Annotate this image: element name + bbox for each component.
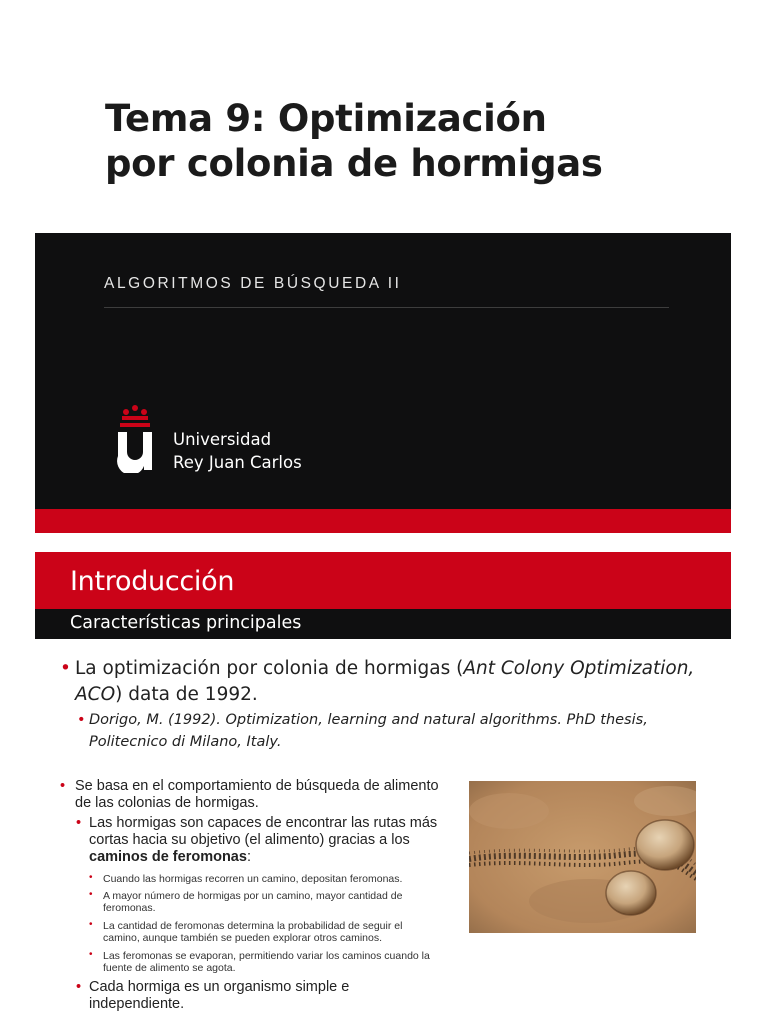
document-title-line2: por colonia de hormigas — [105, 142, 603, 185]
bullet-dot: • — [60, 778, 66, 794]
cover-subtitle: ALGORITMOS DE BÚSQUEDA II — [104, 275, 402, 292]
bullet-text-post: : — [246, 849, 251, 865]
bullet-dot: • — [89, 872, 93, 883]
bullet-text — [76, 815, 446, 866]
bullet-dot: • — [60, 658, 71, 679]
tiny-bullet-text: A mayor número de hormigas por un camino, mayor cantidad de feromonas. — [103, 890, 403, 914]
bullet-simple-organism — [76, 979, 446, 1013]
bullet-dot: • — [89, 949, 93, 960]
bullet-dot: • — [89, 889, 93, 900]
bullet-aco-origin — [60, 656, 720, 708]
document-title-line1: Tema 9: Optimización — [105, 97, 547, 140]
document-title — [105, 96, 725, 186]
ant-trail-photo — [469, 781, 696, 933]
cover-divider — [104, 307, 669, 308]
cover-red-band — [35, 509, 731, 533]
bullet-dot: • — [89, 919, 93, 930]
intro-subtitle: Características principales — [70, 613, 302, 633]
university-name-line1: Universidad — [173, 430, 272, 449]
bullet-text — [60, 656, 720, 708]
tiny-bullet-1 — [89, 873, 439, 885]
bullet-dorigo-reference — [77, 709, 727, 753]
tiny-bullet-text: Las feromonas se evaporan, permitiendo variar los caminos cuando la fuente de alimento se agota. — [103, 950, 430, 974]
tiny-bullet-2 — [89, 890, 439, 914]
reference-text: Dorigo, M. (1992). Optimization, learning and natural algorithms. PhD thesis, Politecnico di Milano, Italy. — [89, 712, 648, 750]
bullet-pheromone-paths — [76, 815, 446, 866]
intro-title: Introducción — [70, 566, 235, 597]
bullet-text: Se basa en el comportamiento de búsqueda de alimento de las colonias de hormigas. — [75, 778, 439, 811]
bullet-text-pre: La optimización por colonia de hormigas ( — [75, 658, 464, 679]
university-name-line2: Rey Juan Carlos — [173, 452, 302, 472]
cover-slide — [35, 233, 731, 533]
tiny-bullet-4 — [89, 950, 439, 974]
bullet-text-bold: caminos de feromonas — [89, 849, 247, 865]
university-name — [173, 429, 302, 474]
bullet-dot: • — [76, 815, 82, 831]
tiny-bullet-text: Cuando las hormigas recorren un camino, depositan feromonas. — [103, 873, 403, 885]
bullet-text-pre: Las hormigas son capaces de encontrar las rutas más cortas hacia su objetivo (el alimento) gracias a los — [89, 815, 438, 848]
bullet-dot: • — [76, 979, 82, 995]
tiny-bullet-3 — [89, 920, 439, 944]
bullet-foraging-behavior — [60, 778, 440, 812]
intro-header — [35, 552, 731, 609]
bullet-text-post: ) data de 1992. — [115, 684, 258, 705]
bullet-text-italic: Ant Colony Optimization, ACO — [75, 658, 695, 705]
bullet-text: Cada hormiga es un organismo simple e independiente. — [89, 979, 350, 1012]
urjc-logo-icon — [115, 403, 155, 473]
intro-subheader — [35, 609, 731, 639]
bullet-dot: • — [77, 712, 86, 728]
tiny-bullet-text: La cantidad de feromonas determina la probabilidad de seguir el camino, aunque también se pueden explorar otros caminos. — [103, 920, 403, 944]
